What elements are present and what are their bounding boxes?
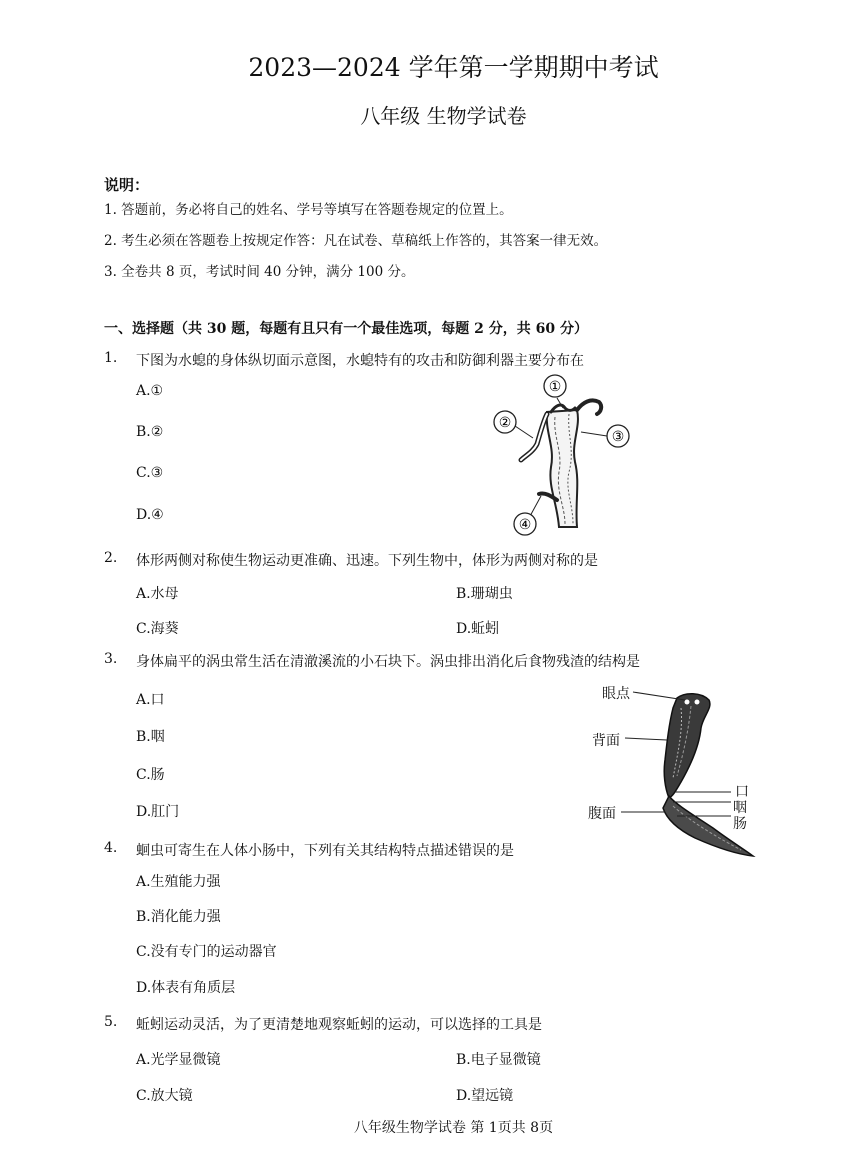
hydra-label-3: ③: [611, 429, 625, 445]
hydra-figure: [485, 372, 645, 542]
option: C.③: [136, 465, 164, 481]
option: A.水母: [136, 586, 179, 602]
option: A.生殖能力强: [136, 874, 221, 890]
option: D.蚯蚓: [456, 621, 500, 637]
question-number: 1.: [104, 350, 118, 366]
question-number: 3.: [104, 651, 118, 667]
notes-heading: 说明：: [104, 176, 150, 194]
option: B.②: [136, 424, 164, 440]
planarian-figure: [585, 678, 765, 862]
hydra-label-1: ①: [548, 379, 562, 395]
page-footer: 八年级生物学试卷 第 1页共 8页: [353, 1120, 554, 1136]
option: B.咽: [136, 729, 165, 745]
exam-subtitle: 八年级 生物学试卷: [360, 104, 527, 128]
option: D.体表有角质层: [136, 980, 236, 996]
hydra-label-2: ②: [498, 415, 512, 431]
planarian-label-pharynx: 咽: [733, 800, 747, 816]
question-number: 2.: [104, 550, 118, 566]
option: D.望远镜: [456, 1088, 514, 1104]
question-text: 身体扁平的涡虫常生活在清澈溪流的小石块下。涡虫排出消化后食物残渣的结构是: [136, 654, 640, 670]
option: A.口: [136, 692, 165, 708]
option: B.珊瑚虫: [456, 586, 513, 602]
hydra-label-4: ④: [518, 517, 532, 533]
option: D.④: [136, 507, 164, 523]
option: A.①: [136, 383, 164, 399]
note-item: 2. 考生必须在答题卷上按规定作答：凡在试卷、草稿纸上作答的，其答案一律无效。: [104, 233, 608, 249]
option: C.肠: [136, 767, 165, 783]
option: C.海葵: [136, 621, 179, 637]
question-text: 蛔虫可寄生在人体小肠中，下列有关其结构特点描述错误的是: [136, 843, 514, 859]
option: C.没有专门的运动器官: [136, 944, 277, 960]
planarian-label-intestine: 肠: [733, 816, 747, 832]
question-text: 下图为水螅的身体纵切面示意图，水螅特有的攻击和防御利器主要分布在: [136, 353, 584, 369]
question-number: 4.: [104, 840, 118, 856]
planarian-label-eye: 眼点: [602, 686, 630, 702]
option: B.电子显微镜: [456, 1052, 541, 1068]
note-item: 3. 全卷共 8 页，考试时间 40 分钟，满分 100 分。: [104, 264, 415, 280]
exam-title: 2023—2024 学年第一学期期中考试: [248, 53, 659, 82]
planarian-label-mouth: 口: [735, 784, 749, 800]
option: A.光学显微镜: [136, 1052, 221, 1068]
question-text: 体形两侧对称使生物运动更准确、迅速。下列生物中，体形为两侧对称的是: [136, 553, 598, 569]
question-text: 蚯蚓运动灵活，为了更清楚地观察蚯蚓的运动，可以选择的工具是: [136, 1017, 542, 1033]
note-item: 1. 答题前，务必将自己的姓名、学号等填写在答题卷规定的位置上。: [104, 202, 513, 218]
option: D.肛门: [136, 804, 180, 820]
section-title: 一、选择题（共 30 题，每题有且只有一个最佳选项，每题 2 分，共 60 分）: [104, 321, 588, 337]
option: B.消化能力强: [136, 909, 221, 925]
planarian-label-ventral: 腹面: [588, 806, 616, 822]
planarian-label-dorsal: 背面: [592, 733, 620, 749]
question-number: 5.: [104, 1014, 118, 1030]
option: C.放大镜: [136, 1088, 193, 1104]
